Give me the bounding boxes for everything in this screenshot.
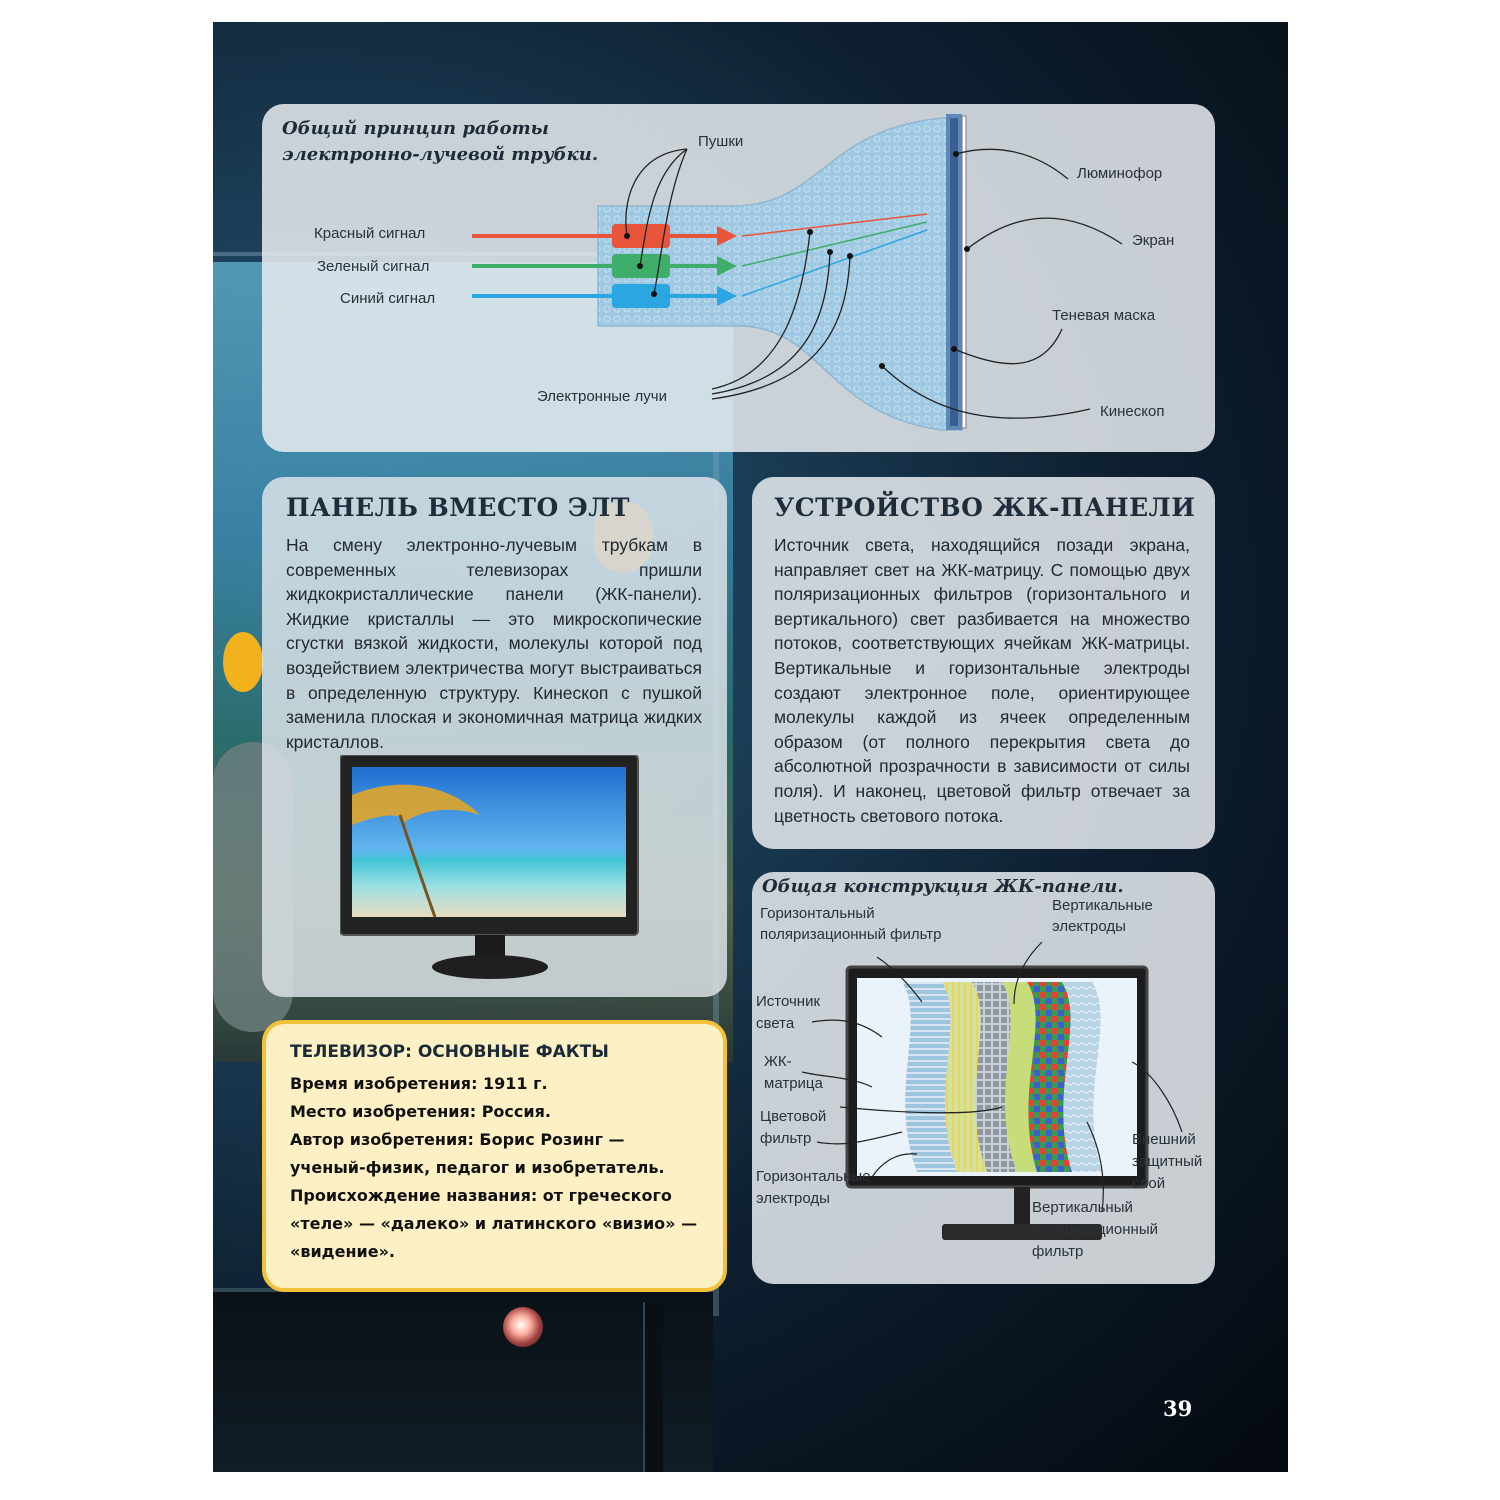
lcd-construction-card: [752, 872, 1215, 1284]
lcd-section-heading: УСТРОЙСТВО ЖК-ПАНЕЛИ: [774, 493, 1196, 522]
light-source-label: света: [756, 1015, 795, 1032]
table-leg: [643, 1302, 663, 1472]
lcd-section-card: [752, 477, 1215, 849]
panel-section-card: [262, 477, 727, 997]
lcd-construction-caption: Общая конструкция ЖК-панели.: [762, 876, 1124, 897]
v-electrodes-label: электроды: [1052, 918, 1126, 935]
blue-signal-label: Синий сигнал: [340, 290, 436, 307]
crt-caption-line: электронно-лучевой трубки.: [282, 144, 599, 165]
light-source-label: Источник: [756, 993, 821, 1010]
fact-line: Место изобретения: Россия.: [290, 1102, 551, 1121]
fact-line: Автор изобретения: Борис Розинг —: [290, 1130, 625, 1149]
panel-section-text: На смену электронно-лучевым трубкам в современных телевизорах пришли жидкокристаллические панели (ЖК-панели). Жидкие кристаллы — это микроскопические сгустки вязкой жидкости, молекулы которой под воздействием электричества могут выстраиваться в определенную структуру. Кинескоп с пушкой заменила плоская и экономичная матрица жидких кристаллов.: [286, 535, 702, 752]
v-filter-label: Вертикальный: [1032, 1199, 1133, 1216]
lcd-section-text: Источник света, находящийся позади экрана, направляет свет на ЖК-матрицу. С помощью двух поляризационных фильтров (горизонтального и вертикального) свет разбивается на множество потоков, соответствующих ячейкам ЖК-матрицы. Вертикальные и горизонтальные электроды создают электронное поле, ориентирующее молекулы каждой из ячеек определенным образом (от полного перекрытия света до абсолютной прозрачности в зависимости от силы поля). И наконец, цветовой фильтр отвечает за цветность светового потока.: [774, 535, 1190, 826]
h-electrodes-label: Горизонтальные: [756, 1168, 871, 1185]
red-signal-label: Красный сигнал: [314, 225, 426, 242]
fact-line: ученый-физик, педагог и изобретатель.: [290, 1158, 665, 1177]
outer-layer-label: защитный: [1132, 1153, 1203, 1170]
color-filter-label: фильтр: [760, 1130, 812, 1147]
facts-title: ТЕЛЕВИЗОР: ОСНОВНЫЕ ФАКТЫ: [290, 1042, 609, 1062]
screen-label: Экран: [1132, 232, 1175, 249]
color-filter-label: Цветовой: [760, 1108, 827, 1125]
fact-line: «теле» — «далеко» и латинского «визио» —: [290, 1214, 698, 1233]
crt-caption-line: Общий принцип работы: [282, 118, 549, 139]
lc-matrix-label: ЖК-: [764, 1053, 792, 1070]
v-filter-label: фильтр: [1032, 1243, 1084, 1260]
crt-diagram-card: [262, 104, 1215, 452]
table-knob: [503, 1307, 543, 1347]
outer-layer-label: Внешний: [1132, 1131, 1196, 1148]
panel-section-heading: ПАНЕЛЬ ВМЕСТО ЭЛТ: [286, 493, 631, 522]
tv-facts-box: [262, 1020, 727, 1292]
h-filter-label: Горизонтальный: [760, 905, 875, 922]
fact-line: Время изобретения: 1911 г.: [290, 1074, 548, 1093]
page-number: 39: [1163, 1396, 1193, 1421]
fact-line: «видение».: [290, 1242, 395, 1261]
guns-label: Пушки: [698, 133, 744, 150]
h-electrodes-label: электроды: [756, 1190, 830, 1207]
screen-layer: [962, 116, 966, 428]
phosphor-label: Люминофор: [1077, 165, 1163, 182]
v-electrodes-label: Вертикальные: [1052, 897, 1153, 914]
fact-line: Происхождение названия: от греческого: [290, 1186, 672, 1205]
outer-layer-label: слой: [1132, 1175, 1166, 1192]
kinescope-label: Кинескоп: [1100, 403, 1165, 420]
v-filter-label: поляризационный: [1032, 1221, 1158, 1238]
crt-diagram: [262, 104, 1215, 452]
lc-matrix-label: матрица: [764, 1075, 823, 1092]
h-filter-label: поляризационный фильтр: [760, 926, 942, 943]
table-illustration: [213, 1292, 713, 1472]
green-signal-label: Зеленый сигнал: [317, 258, 430, 275]
shadow-mask-label: Теневая маска: [1052, 307, 1156, 324]
beams-label: Электронные лучи: [537, 388, 667, 405]
book-page: [213, 22, 1288, 1472]
lcd-monitor-illustration: [340, 755, 640, 985]
